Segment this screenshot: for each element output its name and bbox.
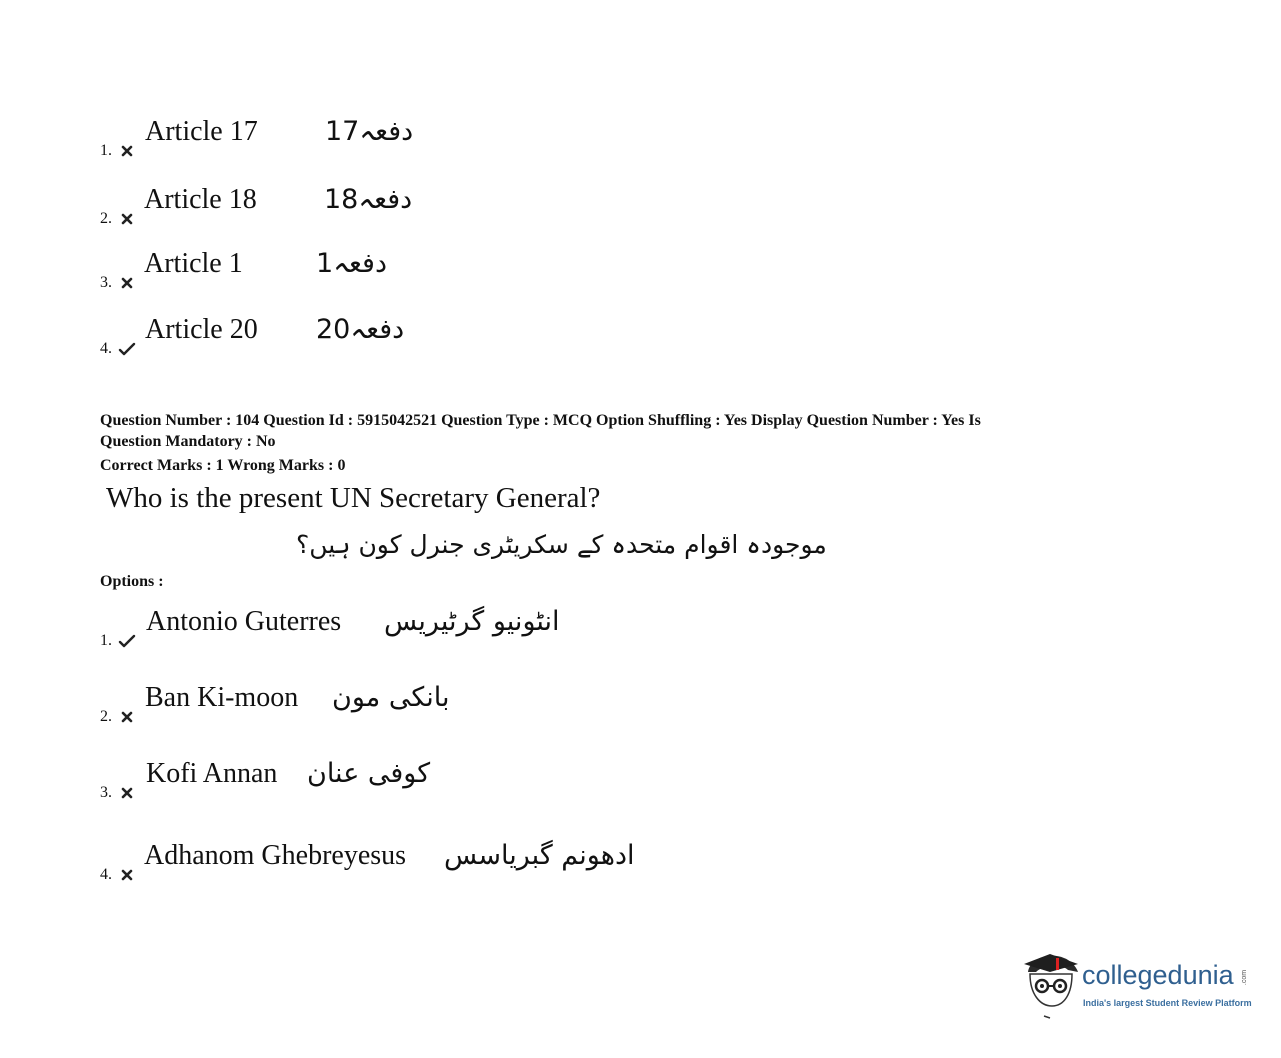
option-text: Article 17 [145,116,258,147]
cross-mark-icon [120,212,134,226]
option-urdu: دفعہ1 [316,248,387,279]
option-urdu: ادھونم گبریاسس [444,840,635,871]
option-text: Kofi Annan [146,758,278,789]
check-mark-icon [118,342,136,356]
option-2 [100,682,520,726]
option-number: 3. [100,784,112,801]
check-mark-icon [118,634,136,648]
option-urdu: انٹونیو گرٹیریس [384,606,560,637]
prev-option-2 [100,184,420,228]
collegedunia-logo [1020,950,1250,1020]
option-text: Article 20 [145,314,258,345]
option-urdu: دفعہ18 [324,184,413,215]
cross-mark-icon [120,786,134,800]
option-text: Adhanom Ghebreyesus [144,840,407,871]
option-number: 2. [100,708,112,725]
option-text: Ban Ki-moon [145,682,299,713]
mascot-icon [1020,950,1082,1020]
question-meta-line1: Question Number : 104 Question Id : 5915042521 Question Type : MCQ Option Shuffling : Yes Display Question Number : Yes Is [100,412,981,429]
prev-option-1 [100,116,420,160]
cross-mark-icon [120,276,134,290]
option-urdu: بانکی مون [332,682,450,713]
option-number: 4. [100,340,112,357]
cross-mark-icon [120,868,134,882]
option-number: 3. [100,274,112,291]
options-label: Options : [100,573,164,590]
option-urdu: دفعہ20 [316,314,405,345]
cross-mark-icon [120,144,134,158]
prev-option-4 [100,314,420,358]
question-marks: Correct Marks : 1 Wrong Marks : 0 [100,457,346,474]
question-urdu: موجودہ اقوام متحدہ کے سکریٹری جنرل کون ہیں؟ [296,530,827,559]
option-text: Article 18 [144,184,257,215]
question-meta-line2: Question Mandatory : No [100,433,276,450]
option-3 [100,758,520,802]
option-text: Antonio Guterres [146,606,342,637]
option-number: 1. [100,142,112,159]
option-text: Article 1 [144,248,243,279]
question-text: Who is the present UN Secretary General? [106,482,601,514]
option-number: 2. [100,210,112,227]
option-number: 4. [100,866,112,883]
option-urdu: کوفی عنان [307,758,431,789]
option-urdu: دفعہ17 [325,116,414,147]
option-4 [100,840,635,884]
option-1 [100,606,560,650]
cross-mark-icon [120,710,134,724]
logo-suffix: .com [1241,969,1249,986]
logo-name: collegedunia [1082,960,1234,990]
prev-option-3 [100,248,420,292]
logo-tagline: India's largest Student Review Platform [1083,998,1252,1008]
option-number: 1. [100,632,112,649]
